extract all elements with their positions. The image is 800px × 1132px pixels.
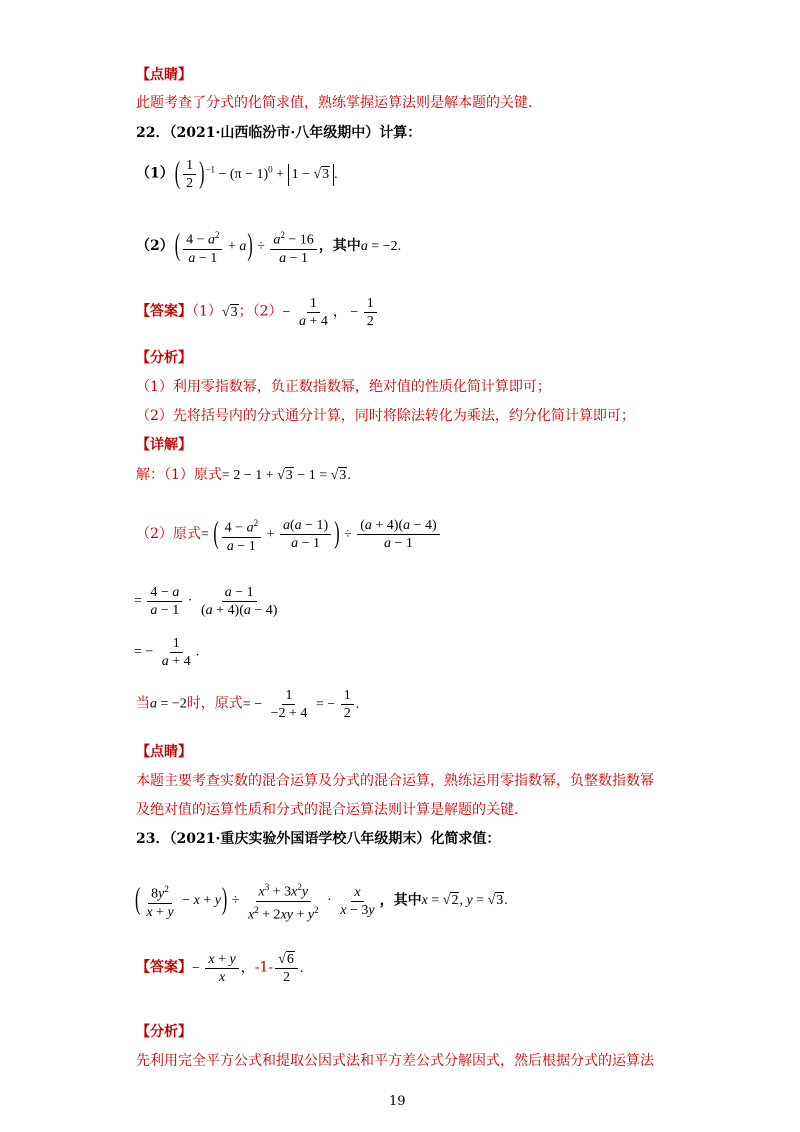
q22-dianjing-2: 及绝对值的运算性质和分式的混合运算法则计算是解题的关键. <box>136 802 519 818</box>
q22-step-3: = $\frac{4 - a}{a - 1}$ · $\frac{a - 1}{(a + 4)(a - 4)}$ <box>134 585 278 618</box>
q22-analysis-2: （2）先将括号内的分式通分计算，同时将除法转化为乘法，约分化简计算即可； <box>136 408 635 424</box>
q23-analysis-1: 先利用完全平方公式和提取公因式法和平方差公式分解因式，然后根据分式的运算法 <box>136 1053 654 1069</box>
q22-part1-expression: ( $\frac{1}{2}$ )$^{-1} - (\pi - 1)^0 + 1 - √3$ . <box>174 157 338 191</box>
q22-part1 <box>136 158 338 191</box>
dianjing-tag-1: 【点睛】 <box>136 67 192 83</box>
q22-dianjing-tag: 【点睛】 <box>136 744 192 760</box>
q22-part2: （2）( $\frac{4 - a^2}{a - 1}$ + a) ÷ $\frac{a^2 - 16}{a - 1}$ ，其中a = −2. <box>136 229 402 266</box>
q22-detail-tag: 【详解】 <box>136 437 192 453</box>
q22-step-4: = − $\frac{1}{a + 4}$ . <box>134 636 200 669</box>
dianjing-text-1: 此题考查了分式的化简求值，熟练掌握运算法则是解本题的关键. <box>136 95 533 111</box>
q22-answer-tag: 【答案】 <box>136 303 192 320</box>
q22-analysis-1: （1）利用零指数幂，负正数指数幂，绝对值的性质化简计算即可； <box>136 379 551 395</box>
q22-part2-label: （2） <box>136 238 174 255</box>
q22-part2-expression: ( $\frac{4 - a^2}{a - 1}$ + a) ÷ $\frac{a^2 - 16}{a - 1}$ <box>174 239 319 254</box>
page-number: 19 <box>389 1094 406 1109</box>
q22-detail-1: 解：（1）原式= 2 − 1 + √3 − 1 = √3. <box>136 467 351 483</box>
q23-answer-tag: 【答案】 <box>136 959 192 976</box>
q22-analysis-tag: 【分析】 <box>136 350 192 366</box>
q22-dianjing-1: 本题主要考查实数的混合运算及分式的混合运算，熟练运用零指数幂，负整数指数幂 <box>136 773 654 789</box>
question-23-heading: 23．（2021·重庆实验外国语学校八年级期末）化简求值： <box>136 831 501 847</box>
q22-detail-2: （2）原式= ( $\frac{4 - a^2}{a - 1}$ + $\frac{a(a - 1)}{a - 1}$ ) ÷ $\frac{(a + 4)(a - 4)}{a - 1}$ <box>136 516 442 554</box>
q23-answer: 【答案】− $\frac{x + y}{x}$ ，-1- $\frac{√6}{2}$ . <box>136 952 304 985</box>
question-22-heading: 22．（2021·山西临汾市·八年级期中）计算： <box>136 125 422 141</box>
q22-evaluation: 当a = −2时，原式= − $\frac{1}{-2 + 4}$ = − $\frac{1}{2}$ . <box>136 688 360 721</box>
q22-part2-where: ，其中 <box>318 238 361 255</box>
q23-analysis-tag: 【分析】 <box>136 1024 192 1040</box>
q22-part1-label: （1） <box>136 165 174 182</box>
q23-expression: ( $\frac{8y^2}{x + y}$ − x + y) ÷ $\frac{x^3 + 3x^2y}{x^2 + 2xy + y^2}$ · $\frac{x}{x - 3y}$ ，其中x = √2, y = √3. <box>135 882 508 923</box>
q22-answer: 【答案】（1）√3；（2）− $\frac{1}{a + 4}$ ， − $\frac{1}{2}$ <box>136 296 379 329</box>
